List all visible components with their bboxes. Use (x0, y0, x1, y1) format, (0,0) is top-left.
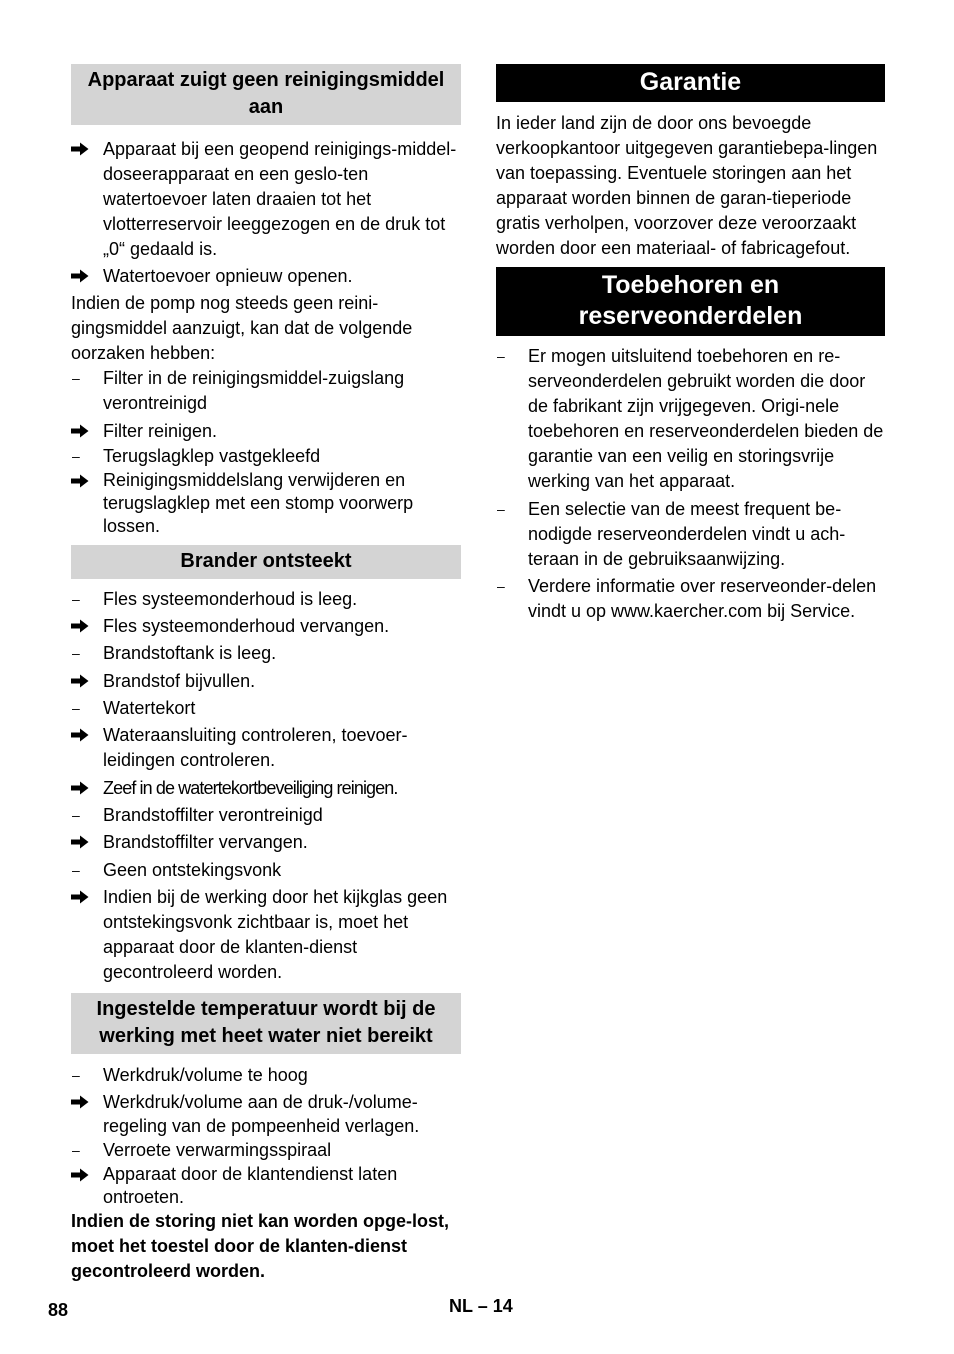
language-code: NL (449, 1296, 473, 1316)
dash-marker: – (497, 348, 505, 364)
arrow-right-icon (71, 614, 99, 640)
section-page: – 14 (477, 1296, 513, 1316)
dash-marker: – (72, 448, 80, 464)
arrow-right-icon (71, 1163, 99, 1188)
section-heading-burner: Brander ontsteekt (71, 545, 461, 579)
action-item: Wateraansluiting controleren, toevoer-leidingen controleren. (71, 723, 461, 773)
dash-marker: – (72, 645, 80, 661)
arrow-right-icon (71, 776, 99, 802)
arrow-right-icon (71, 723, 99, 749)
section-heading-temperature: Ingestelde temperatuur wordt bij de werking met heet water niet bereikt (71, 993, 461, 1054)
action-item: Zeef in de watertekortbeveiliging reinigen. (71, 776, 461, 801)
action-item: Apparaat door de klantendienst laten ontroeten. (71, 1163, 461, 1209)
cause-item: – Brandstoftank is leeg. (71, 641, 461, 666)
left-column (71, 64, 461, 1284)
arrow-right-icon (71, 469, 99, 494)
action-item: Fles systeemonderhoud vervangen. (71, 614, 461, 639)
page-reference (449, 1296, 513, 1317)
action-item: Werkdruk/volume aan de druk-/volume-regeling van de pompeenheid verlagen. (71, 1090, 461, 1138)
action-item: Brandstof bijvullen. (71, 669, 461, 694)
dash-marker: – (72, 1142, 80, 1158)
dash-marker: – (72, 700, 80, 716)
arrow-right-icon (71, 1090, 99, 1115)
cause-item: – Terugslagklep vastgekleefd (71, 444, 461, 469)
dash-marker: – (497, 578, 505, 594)
paragraph: Indien de pomp nog steeds geen reini-gingsmiddel aanzuigt, kan dat de volgende oorzaken hebben: (71, 293, 413, 363)
cause-item: – Watertekort (71, 696, 461, 721)
cause-item: – Brandstoffilter verontreinigd (71, 803, 461, 828)
action-item: Reinigingsmiddelslang verwijderen en terugslagklep met een stomp voorwerp lossen. (71, 469, 461, 538)
dash-marker: – (72, 862, 80, 878)
action-item: Filter reinigen. (71, 419, 461, 444)
section-heading-accessories: Toebehoren en reserveonderdelen (496, 267, 885, 336)
dash-marker: – (72, 1067, 80, 1083)
info-item: – Een selectie van de meest frequent be-nodigde reserveonderdelen vindt u ach-teraan in de gebruiksaanwijzing. (497, 499, 846, 569)
action-item: Apparaat bij een geopend reinigings-middel-doseerapparaat en een geslo-ten watertoevoer laten draaien tot het vlotterreservoir leeggezogen en de druk tot „0“ gedaald is. (71, 137, 461, 262)
dash-marker: – (72, 370, 80, 386)
info-item: – Verdere informatie over reserveonder-delen vindt u op www.kaercher.com bij Service. (497, 576, 877, 621)
action-item: Indien bij de werking door het kijkglas geen ontstekingsvonk zichtbaar is, moet het apparaat door de klanten-dienst gecontroleerd worden. (71, 885, 461, 985)
arrow-right-icon (71, 885, 99, 911)
cause-item: – Fles systeemonderhoud is leeg. (71, 587, 461, 612)
dash-marker: – (72, 807, 80, 823)
warranty-paragraph: In ieder land zijn de door ons bevoegde verkoopkantoor uitgegeven garantiebepa-lingen van toepassing. Eventuele storingen aan het apparaat worden binnen de garan-tieperiode gratis verholpen, voorzover deze veroorzaakt worden door een materiaal- of fabricagefout. (496, 113, 878, 258)
action-item: Watertoevoer opnieuw openen. (71, 264, 461, 289)
action-item: Brandstoffilter vervangen. (71, 830, 461, 855)
cause-item: – Werkdruk/volume te hoog (71, 1063, 461, 1088)
warning-note: Indien de storing niet kan worden opge-lost, moet het toestel door de klanten-dienst gecontroleerd worden. (71, 1211, 450, 1281)
page-number: 88 (48, 1300, 69, 1320)
info-item: – Er mogen uitsluitend toebehoren en re-serveonderdelen gebruikt worden die door de fabrikant zijn vrijgegeven. Origi-nele toebehoren en reserveonderdelen bieden de garantie van een veilig en storingsvrije werking van het apparaat. (497, 346, 884, 491)
dash-marker: – (72, 591, 80, 607)
arrow-right-icon (71, 669, 99, 695)
cause-item: – Geen ontstekingsvonk (71, 858, 461, 883)
cause-item: – Filter in de reinigingsmiddel-zuigslang verontreinigd (72, 368, 405, 413)
dash-marker: – (497, 501, 505, 517)
arrow-right-icon (71, 419, 99, 445)
right-column (496, 64, 885, 624)
section-heading-cleaning-agent: Apparaat zuigt geen reinigingsmiddel aan (71, 64, 461, 125)
cause-item: – Verroete verwarmingsspiraal (71, 1138, 461, 1163)
arrow-right-icon (71, 264, 99, 290)
arrow-right-icon (71, 137, 99, 163)
arrow-right-icon (71, 830, 99, 856)
section-heading-warranty: Garantie (496, 64, 885, 102)
